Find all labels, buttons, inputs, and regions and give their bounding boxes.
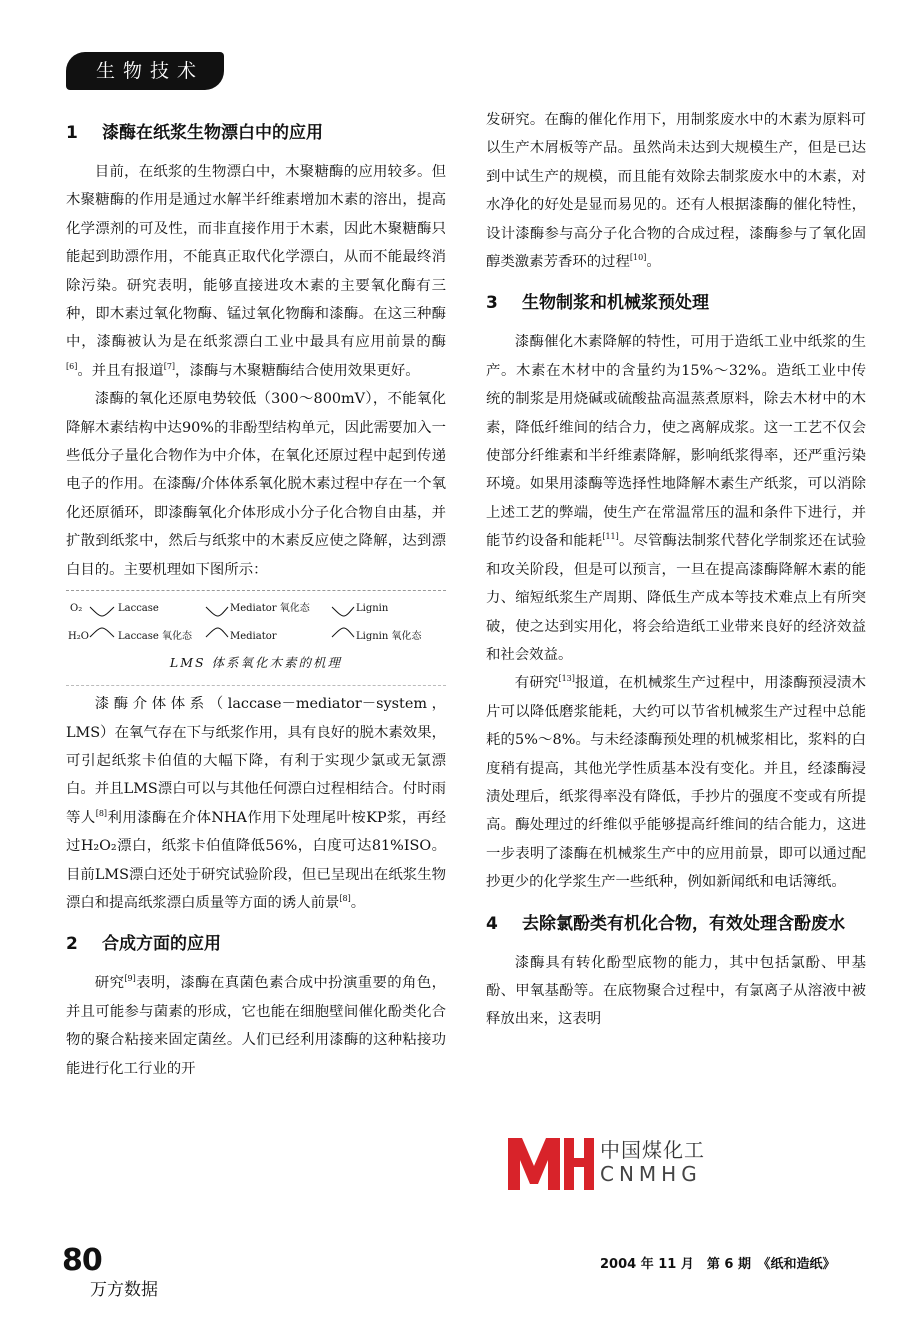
fig-lignin-ox: Lignin 氧化态: [356, 631, 422, 643]
ref-7[interactable]: [7]: [163, 362, 176, 372]
mh-logo-icon: [500, 1130, 596, 1196]
fig-cross-1: [90, 607, 114, 637]
left-column: [66, 106, 446, 1083]
cnmhg-logo: [500, 1130, 714, 1196]
fig-o2: O₂: [70, 603, 83, 615]
paragraph-4: 研究[9]表明，漆酶在真菌色素合成中扮演重要的角色，并且可能参与菌素的形成，它也能在细胞壁间催化酚类化合物的聚合粘接来固定菌丝。人们已经利用漆酶的这种粘接功能进行化工行业的开: [66, 974, 446, 1077]
journal-info: 2004 年 11 月 第 6 期 《纸和造纸》: [600, 1257, 836, 1272]
ref-13[interactable]: [13]: [558, 674, 575, 684]
section-2-number: 2: [66, 934, 78, 955]
paragraph-3: 漆酶介体体系（laccase－mediator－system，LMS）在氧气存在下与纸浆作用，具有良好的脱木素效果，可引起纸浆卡伯值的大幅下降，有利于实现少氯或无氯漂白。并且LMS漂白可以与其他任何漂白过程相结合。付时雨等人[8]利用漆酶在介体NHA作用下处理尾叶桉KP浆，再经过H₂O₂漂白，纸浆卡伯值降低56%，白度可达81%ISO。目前LMS漂白还处于研究试验阶段，但已呈现出在纸浆生物漂白和提高纸浆漂白质量等方面的诱人前景[8]。: [66, 696, 446, 911]
logo-english-text: CNMHG: [600, 1162, 702, 1186]
lms-mechanism-figure: [66, 590, 446, 686]
ref-11[interactable]: [11]: [602, 532, 619, 542]
section-1-number: 1: [66, 123, 78, 143]
source-watermark: 万方数据: [90, 1280, 158, 1300]
page-number: 80: [62, 1243, 102, 1278]
ref-6[interactable]: [6]: [66, 362, 78, 372]
section-1-heading: [66, 118, 446, 148]
ref-10[interactable]: [10]: [629, 253, 647, 263]
section-2-title: 合成方面的应用: [102, 934, 221, 955]
paragraph-6: 漆酶催化木素降解的特性，可用于造纸工业中纸浆的生产。木素在木材中的含量约为15%～32%。造纸工业中传统的制浆是用烧碱或硫酸盐高温蒸煮原料，除去木材中的木素，降低纤维间的结合力，使之离解成浆。这一工艺不仅会使部分纤维素和半纤维素降解，影响纸浆得率，还严重污染环境。如果用漆酶等选择性地降解木素生产纸浆，可以消除上述工艺的弊端，使生产在常温常压的温和条件下进行，并能节约设备和能耗[11]。尽管酶法制浆代替化学制浆还在试验和攻关阶段，但是可以预言，一旦在提高漆酶降解木素的能力、缩短纸浆生产周期、降低生产成本等技术难点上有所突破，使之达到实用化，将会给造纸工业带来良好的经济效益和社会效益。: [486, 334, 866, 663]
fig-mediator: Mediator: [230, 631, 277, 643]
fig-cross-2: [206, 607, 228, 637]
section-2-heading: [66, 929, 446, 959]
right-column: [486, 106, 866, 1034]
fig-cross-3: [332, 607, 354, 637]
section-3-title: 生物制浆和机械浆预处理: [522, 293, 709, 314]
lms-diagram: [66, 597, 446, 647]
fig-mediator-ox: Mediator 氧化态: [230, 603, 310, 615]
paragraph-8: 漆酶具有转化酚型底物的能力，其中包括氯酚、甲基酚、甲氧基酚等。在底物聚合过程中，有氯离子从溶液中被释放出来，这表明: [486, 954, 866, 1028]
section-4-heading: [486, 909, 866, 939]
fig-lignin: Lignin: [356, 603, 389, 615]
fig-h2o: H₂O: [68, 631, 89, 643]
paragraph-7: 有研究[13]报道，在机械浆生产过程中，用漆酶预浸渍木片可以降低磨浆能耗，大约可以节省机械浆生产过程中总能耗的5%～8%。与未经漆酶预处理的机械浆相比，浆料的白度稍有提高，其他光学性质基本没有变化。并且，经漆酶浸渍处理后，纸浆得率没有降低，手抄片的强度不变或有所提高。酶处理过的纤维似乎能够提高纤维间的结合能力，这进一步表明了漆酶在机械浆生产中的应用前景，即可以通过配抄更少的化学浆生产一些纸种，例如新闻纸和电话簿纸。: [486, 674, 866, 891]
section-tab: 生物技术: [66, 52, 224, 90]
figure-caption: LMS 体系氧化木素的机理: [169, 655, 343, 671]
fig-laccase: Laccase: [118, 603, 159, 615]
section-1-title: 漆酶在纸浆生物漂白中的应用: [102, 123, 323, 143]
section-4-title: 去除氯酚类有机化合物，有效处理含酚废水: [522, 913, 845, 934]
paragraph-5: 发研究。在酶的催化作用下，用制浆废水中的木素为原料可以生产木屑板等产品。虽然尚未达到大规模生产，但是已达到中试生产的规模，而且能有效除去制浆废水中的木素，对水净化的好处是显而易见的。还有人根据漆酶的催化特性，设计漆酶参与高分子化合物的合成过程，漆酶参与了氧化固醇类激素芳香环的过程[10]。: [486, 112, 866, 271]
section-3-heading: [486, 288, 866, 318]
section-4-number: 4: [486, 913, 498, 934]
section-3-number: 3: [486, 293, 498, 314]
fig-laccase-ox: Laccase 氧化态: [118, 631, 192, 643]
paragraph-2: 漆酶的氧化还原电势较低（300～800mV），不能氧化降解木素结构中达90%的非酚型结构单元，因此需要加入一些低分子量化合物作为中介体，在氧化还原过程中起到传递电子的作用。在漆酶/介体体系氧化脱木素过程中存在一个氧化还原循环，即漆酶氧化介体形成小分子化合物自由基，并扩散到纸浆中，然后与纸浆中的木素反应使之降解，达到漂白目的。主要机理如下图所示：: [66, 391, 446, 578]
ref-9[interactable]: [9]: [124, 974, 136, 984]
ref-8a[interactable]: [8]: [95, 808, 108, 818]
logo-chinese-text: 中国煤化工: [600, 1138, 705, 1162]
paragraph-1: 目前，在纸浆的生物漂白中，木聚糖酶的应用较多。但木聚糖酶的作用是通过水解半纤维素增加木素的溶出，提高化学漂剂的可及性，而非直接作用于木素，因此木聚糖酶只能起到助漂作用，不能真正取代化学漂白，从而不能最终消除污染。研究表明，能够直接进攻木素的主要氧化酶有三种，即木素过氧化物酶、锰过氧化物酶和漆酶。在这三种酶中，漆酶被认为是在纸浆漂白工业中最具有应用前景的酶[6]。并且有报道[7]，漆酶与木聚糖酶结合使用效果更好。: [66, 164, 446, 379]
ref-8b[interactable]: [8]: [339, 894, 351, 904]
